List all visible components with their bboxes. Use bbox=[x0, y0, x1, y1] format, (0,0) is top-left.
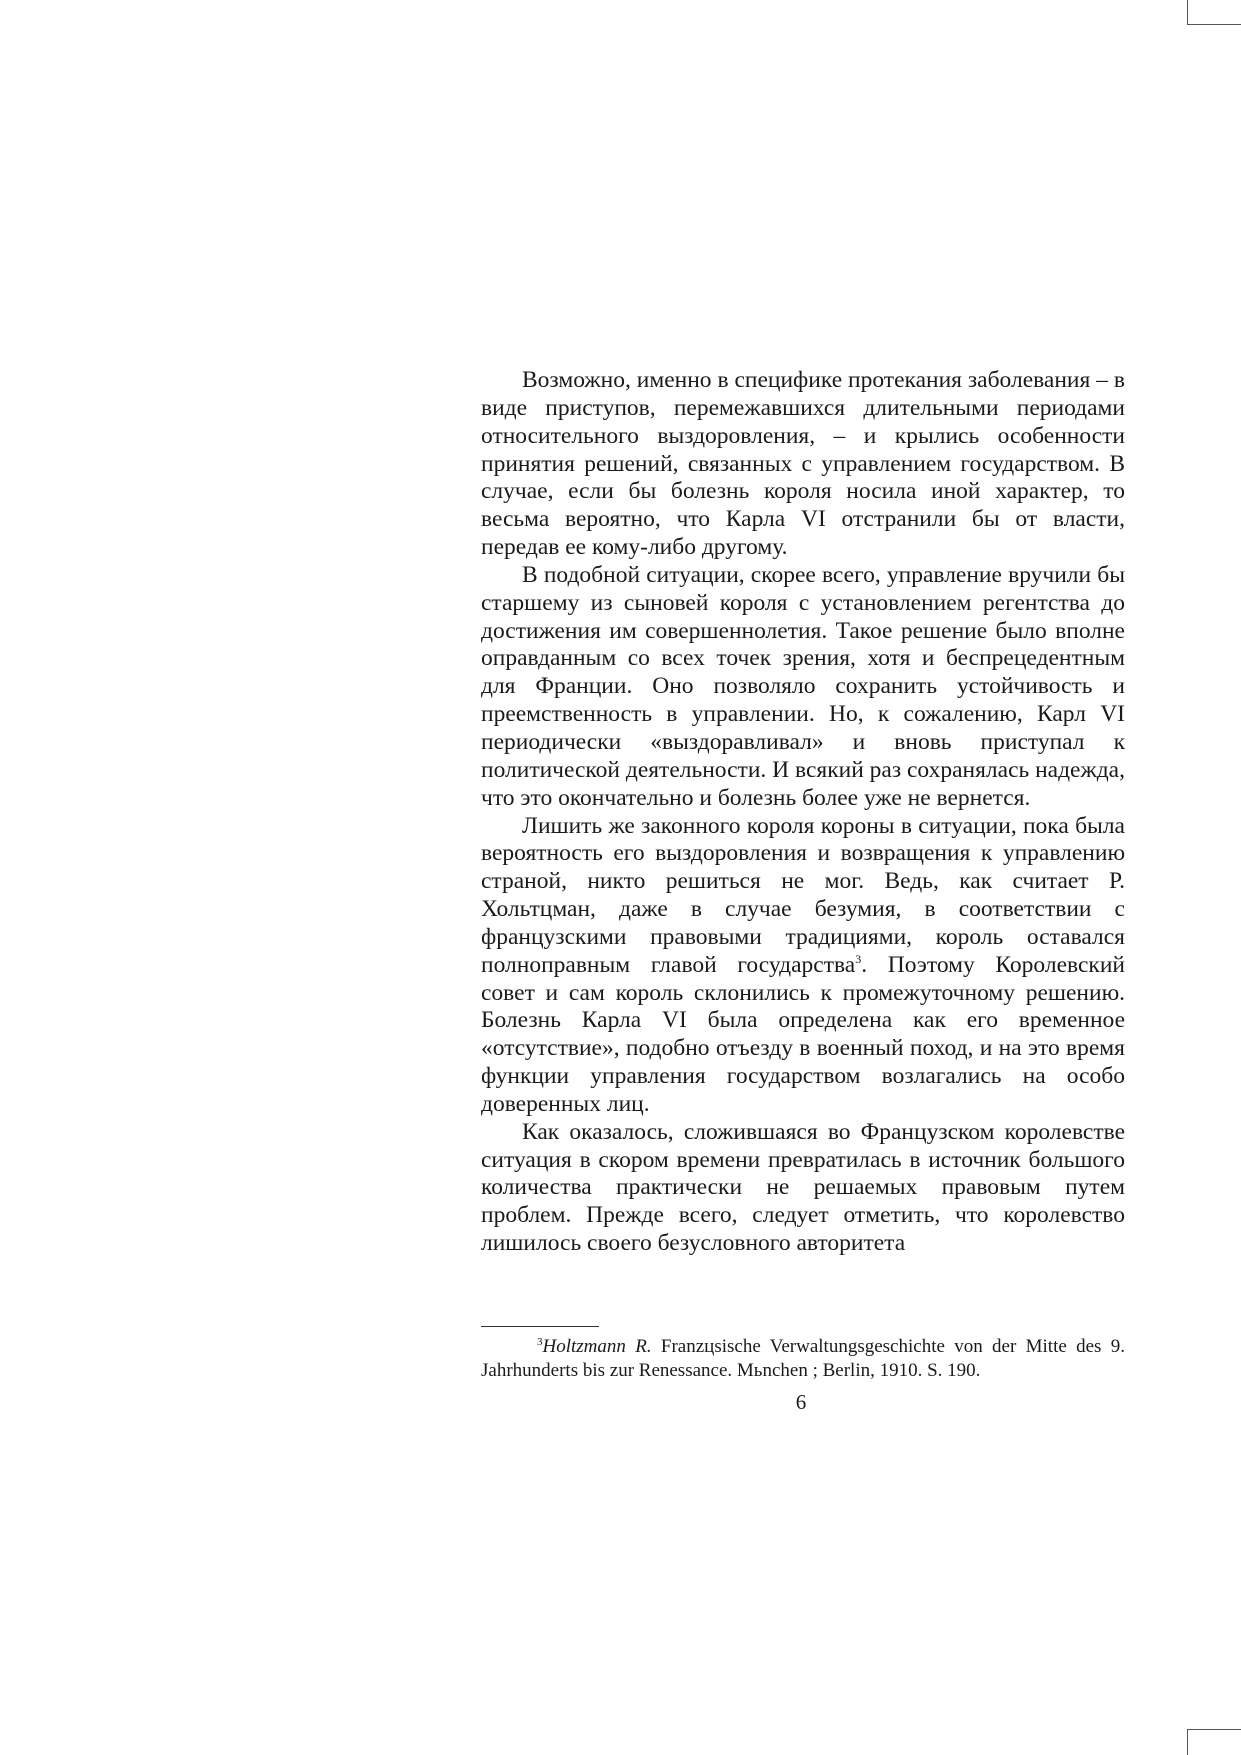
crop-mark-top-horizontal bbox=[1187, 24, 1241, 25]
paragraph-3 bbox=[481, 813, 1125, 1119]
crop-mark-bottom-horizontal bbox=[1187, 1729, 1241, 1730]
paragraph-1 bbox=[481, 367, 1125, 562]
footnote bbox=[481, 1335, 1125, 1383]
footnote-number: 3 bbox=[537, 1336, 543, 1348]
footnote-divider bbox=[481, 1326, 599, 1327]
paragraph-4-text: Как оказалось, сложившаяся во Французском королевстве ситуация в скором времени превратилась в источник большого количества практически не решаемых правовым путем проблем. Прежде всего, следует отметить, что королевство лишилось своего безусловного авторитета bbox=[481, 1118, 1125, 1257]
footnote-text: Franzцsische Verwaltungsgeschichte von der Mitte des 9. Jahrhunderts bis zur Renessance. Mьnchen ; Berlin, 1910. S. 190. bbox=[481, 1336, 1126, 1381]
crop-mark-top-vertical bbox=[1187, 0, 1188, 25]
paragraph-3-text-start: Лишить же законного короля короны в ситуации, пока была вероятность его выздоровления и возвращения к управлению страной, никто решиться не мог. Ведь, как считает Р. Хольтцман, даже в случае безумия, в соответствии с французскими правовыми традициями, король оставался полноправным главой государства bbox=[481, 812, 1125, 978]
paragraph-3-text-end: . Поэтому Королевский совет и сам король склонились к промежуточному решению. Болезнь Карла VI была определена как его временное «отсутствие», подобно отъезду в военный поход, и на это время функции управления государством возлагались на особо доверенных лиц. bbox=[481, 951, 1125, 1117]
paragraph-1-text: Возможно, именно в специфике протекания заболевания – в виде приступов, перемежавшихся длительными периодами относительного выздоровления, – и крылись особенности принятия решений, связанных с управлением государством. В случае, если бы болезнь короля носила иной характер, то весьма вероятно, что Карла VI отстранили бы от власти, передав ее кому-либо другому. bbox=[481, 367, 1125, 561]
page-number: 6 bbox=[795, 1390, 807, 1414]
paragraph-2-text: В подобной ситуации, скорее всего, управление вручили бы старшему из сыновей короля с установлением регентства до достижения им совершеннолетия. Такое решение было вполне оправданным со всех точек зрения, хотя и беспрецедентным для Франции. Оно позволяло сохранить устойчивость и преемственность в управлении. Но, к сожалению, Карл VI периодически «выздоравливал» и вновь приступал к политической деятельности. И всякий раз сохранялась надежда, что это окончательно и болезнь более уже не вернется. bbox=[481, 561, 1125, 811]
paragraph-2 bbox=[481, 562, 1125, 813]
crop-mark-bottom-vertical bbox=[1187, 1729, 1188, 1755]
footnote-author: Holtzmann R. bbox=[542, 1336, 652, 1357]
footnote-reference: 3 bbox=[855, 951, 862, 966]
paragraph-4 bbox=[481, 1119, 1125, 1258]
body-text bbox=[481, 367, 1125, 1258]
